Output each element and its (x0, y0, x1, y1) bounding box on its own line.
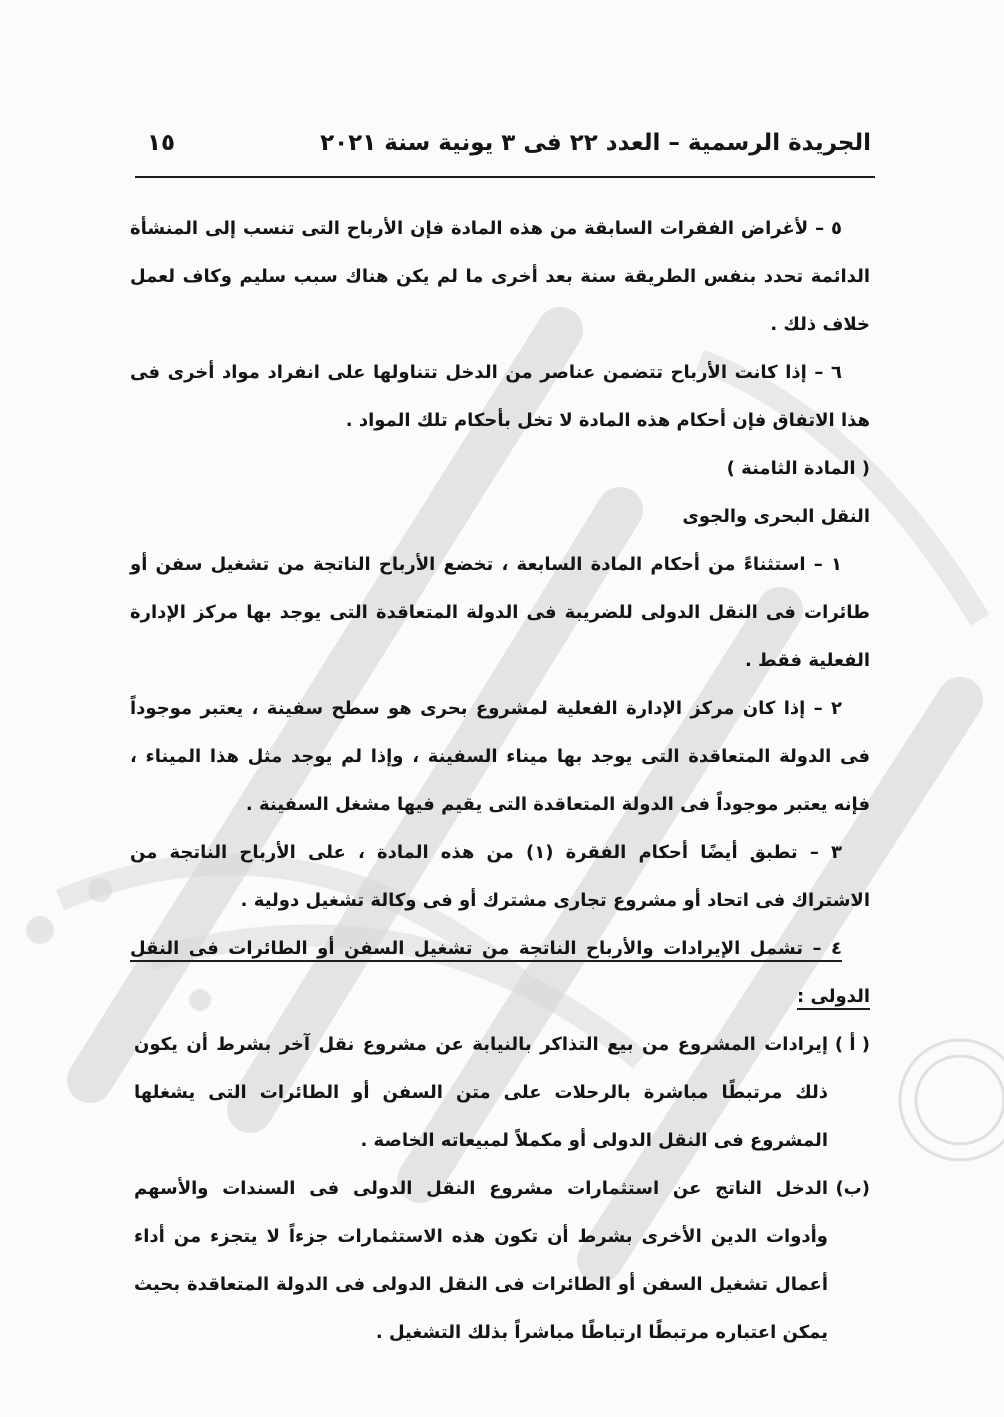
article-title: ( المادة الثامنة ) (726, 458, 870, 479)
header-divider (135, 176, 875, 178)
subitem-b-text: الدخل الناتج عن استثمارات مشروع النقل الدولى فى السندات والأسهم وأدوات الدين الأخرى بشرط أن تكون هذه الاستثمارات جزءاً لا يتجزء من أداء أعمال تشغيل السفن أو الطائرات فى النقل الدولى فى الدولة المتعاقدة بحيث يمكن اعتباره مرتبطًا ارتباطًا مباشراً بذلك التشغيل . (134, 1178, 828, 1343)
article-subtitle: النقل البحرى والجوى (682, 506, 870, 527)
article-item-2: ٢ – إذا كان مركز الإدارة الفعلية لمشروع بحرى هو سطح سفينة ، يعتبر موجوداً فى الدولة المتعاقدة التى يوجد بها ميناء السفينة ، وإذا لم يوجد مثل هذا الميناء ، فإنه يعتبر موجوداً فى الدولة المتعاقدة التى يقيم فيها مشغل السفينة . (130, 698, 870, 815)
article-item-4-text: ٤ – تشمل الإيرادات والأرباح الناتجة من تشغيل السفن أو الطائرات فى النقل الدولى : (130, 938, 870, 1010)
article-item-3: ٣ – تطبق أيضًا أحكام الفقرة (١) من هذه المادة ، على الأرباح الناتجة من الاشتراك فى اتحاد أو مشروع تجارى مشترك أو فى وكالة تشغيل دولية . (130, 842, 870, 911)
subitem-a-label: ( أ ) (834, 1034, 870, 1055)
subitem-a-text: إيرادات المشروع من بيع التذاكر بالنيابة عن مشروع نقل آخر بشرط أن يكون ذلك مرتبطًا مباشرة بالرحلات على متن السفن أو الطائرات التى يشغلها المشروع فى النقل الدولى أو مكملاً لمبيعاته الخاصة . (134, 1034, 828, 1151)
page-number: ١٥ (147, 130, 176, 156)
article-item-4 (130, 925, 870, 1021)
paragraph-6: ٦ – إذا كانت الأرباح تتضمن عناصر من الدخل تتناولها على انفراد مواد أخرى فى هذا الاتفاق فإن أحكام هذه المادة لا تخل بأحكام تلك المواد . (130, 362, 870, 431)
page-header (135, 124, 875, 172)
subitem-a (130, 1021, 870, 1165)
article-item-1: ١ – استثناءً من أحكام المادة السابعة ، تخضع الأرباح الناتجة من تشغيل سفن أو طائرات فى النقل الدولى للضريبة فى الدولة المتعاقدة التى يوجد بها مركز الإدارة الفعلية فقط . (130, 554, 870, 671)
subitem-b-label: (ب) (835, 1178, 870, 1199)
subitem-b (130, 1165, 870, 1357)
paragraph-5: ٥ – لأغراض الفقرات السابقة من هذه المادة فإن الأرباح التى تنسب إلى المنشأة الدائمة تحدد بنفس الطريقة سنة بعد أخرى ما لم يكن هناك سبب سليم وكاف لعمل خلاف ذلك . (130, 218, 870, 335)
document-body (130, 205, 870, 1357)
header-title: الجريدة الرسمية – العدد ٢٢ فى ٣ يونية سنة ٢٠٢١ (320, 130, 871, 156)
